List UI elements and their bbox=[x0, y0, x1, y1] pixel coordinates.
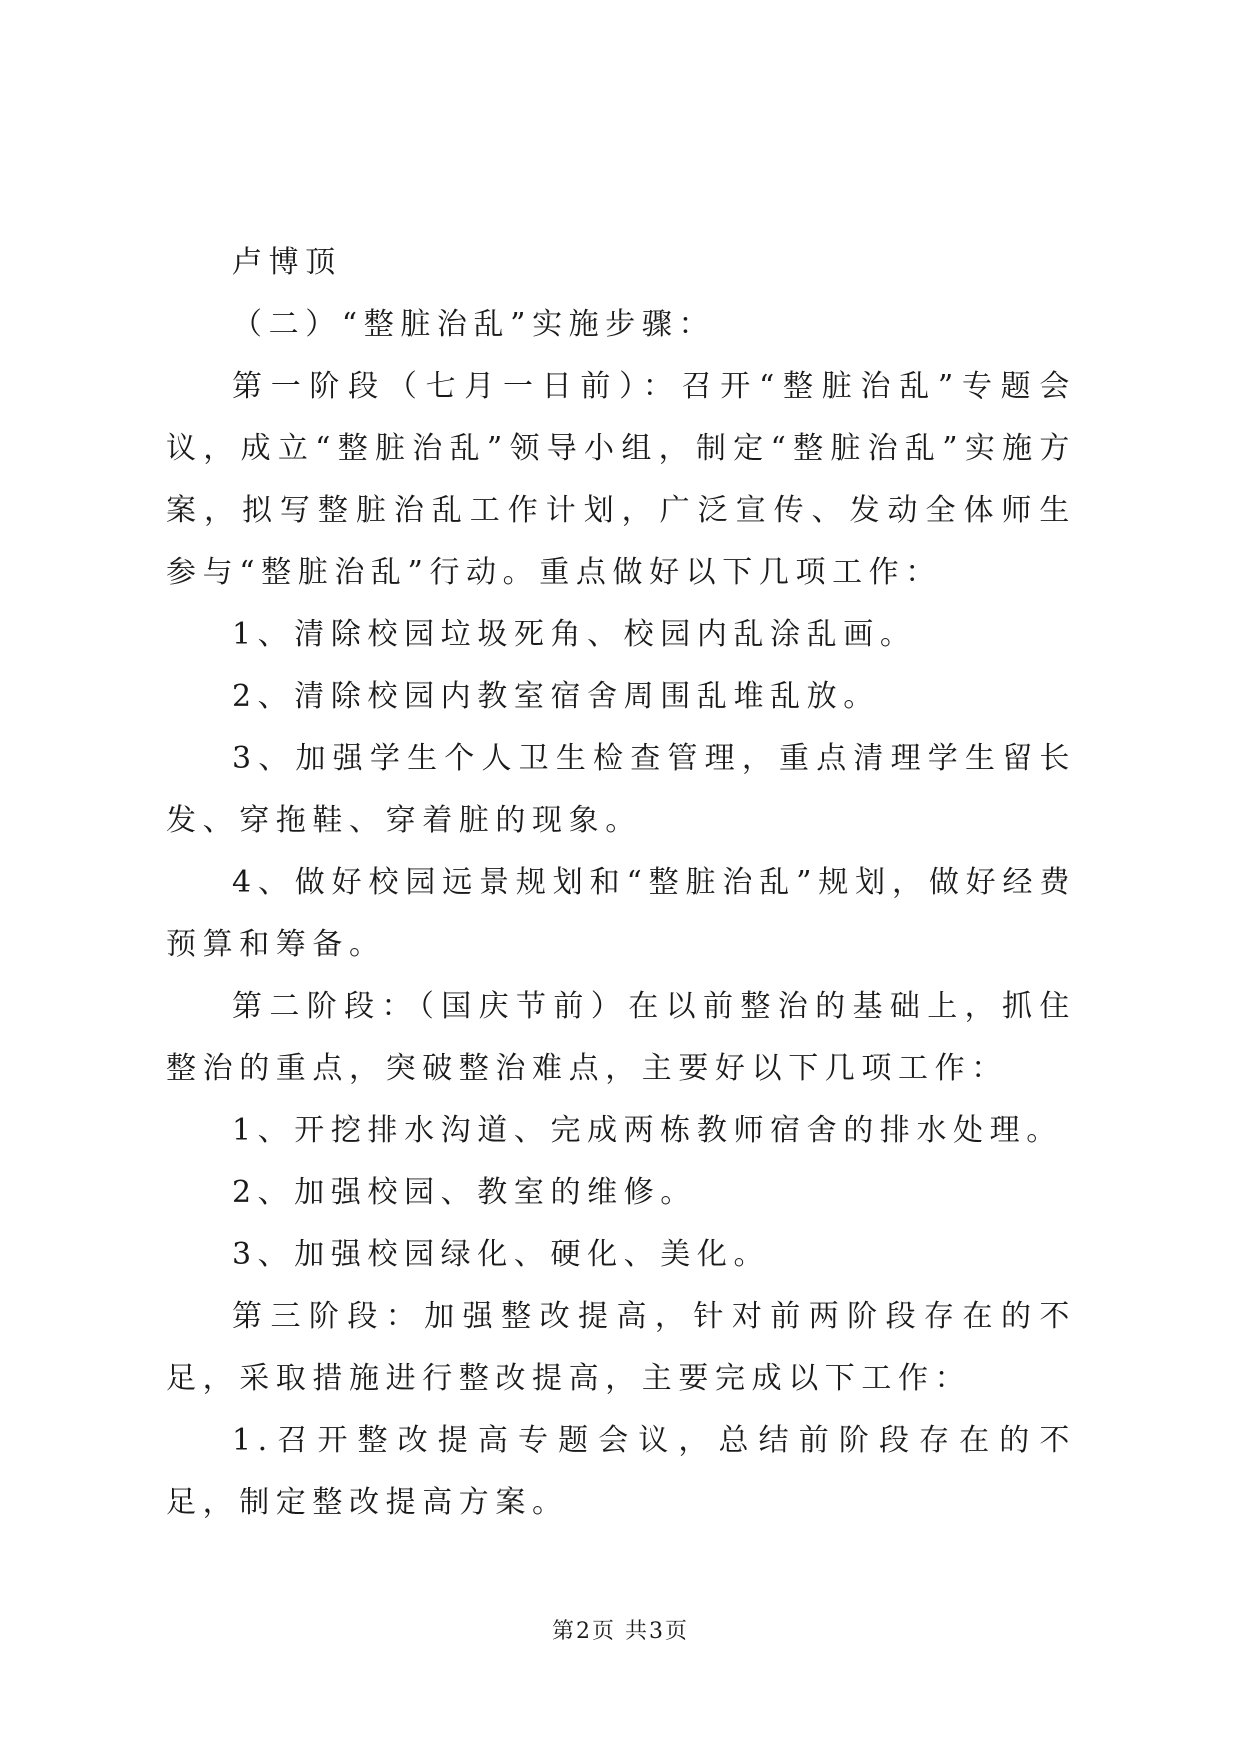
paragraph-stage-two: 第二阶段：（国庆节前）在以前整治的基础上，抓住整治的重点，突破整治难点，主要好以下几项工作： bbox=[166, 989, 1076, 1086]
list-item-stage-one-2: 2、清除校园内教室宿舍周围乱堆乱放。 bbox=[232, 679, 880, 714]
page-number-footer: 第2页 共3页 bbox=[552, 1619, 689, 1644]
list-item-stage-one-3: 3、加强学生个人卫生检查管理，重点清理学生留长发、穿拖鞋、穿着脏的现象。 bbox=[166, 741, 1076, 838]
paragraph-name: 卢博顶 bbox=[232, 245, 342, 280]
section-heading: （二）“整脏治乱”实施步骤： bbox=[232, 307, 716, 342]
paragraph-stage-three: 第三阶段：加强整改提高，针对前两阶段存在的不足，采取措施进行整改提高，主要完成以下工作： bbox=[166, 1299, 1076, 1396]
list-item-stage-three-1: 1.召开整改提高专题会议，总结前阶段存在的不足，制定整改提高方案。 bbox=[166, 1423, 1076, 1520]
list-item-stage-one-4: 4、做好校园远景规划和“整脏治乱”规划，做好经费预算和筹备。 bbox=[166, 865, 1076, 962]
list-item-stage-one-1: 1、清除校园垃圾死角、校园内乱涂乱画。 bbox=[232, 617, 917, 652]
list-item-stage-two-1: 1、开挖排水沟道、完成两栋教师宿舍的排水处理。 bbox=[232, 1113, 1063, 1148]
list-item-stage-two-3: 3、加强校园绿化、硬化、美化。 bbox=[232, 1237, 771, 1272]
paragraph-stage-one: 第一阶段（七月一日前）：召开“整脏治乱”专题会议，成立“整脏治乱”领导小组，制定“整脏治乱”实施方案，拟写整脏治乱工作计划，广泛宣传、发动全体师生参与“整脏治乱”行动。重点做好以下几项工作： bbox=[166, 369, 1076, 590]
list-item-stage-two-2: 2、加强校园、教室的维修。 bbox=[232, 1175, 697, 1210]
document-body bbox=[166, 232, 1076, 1534]
